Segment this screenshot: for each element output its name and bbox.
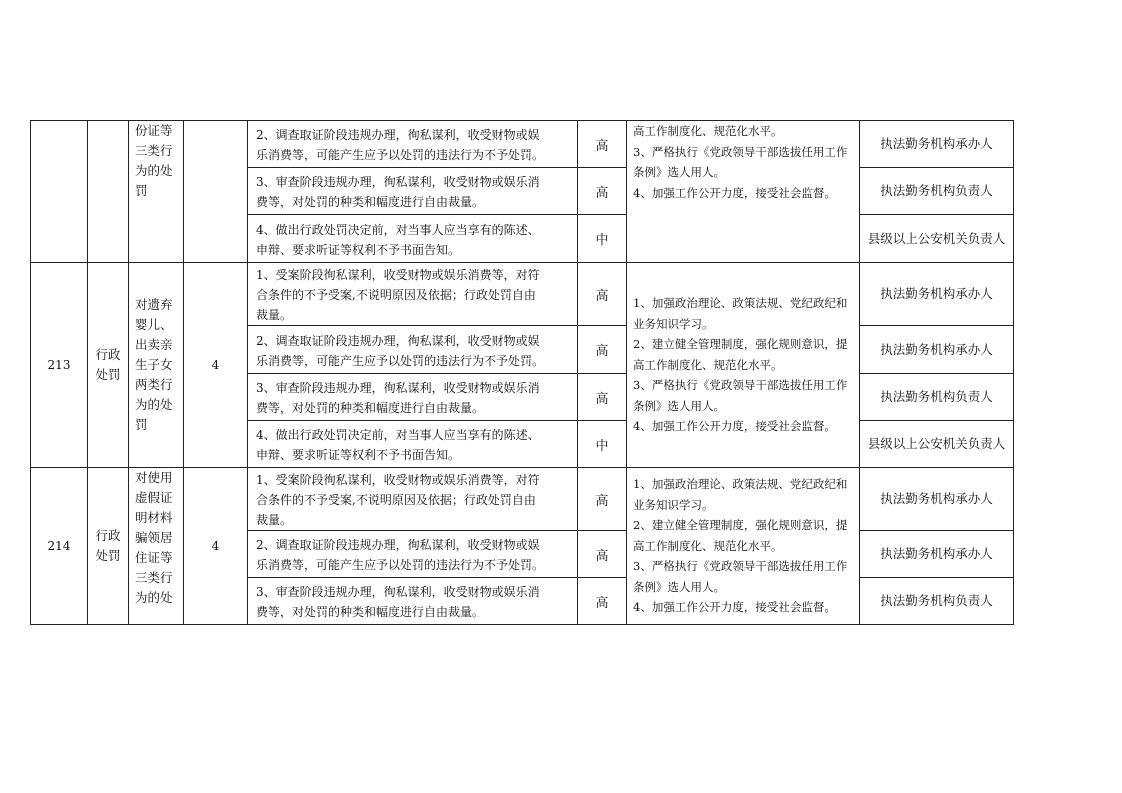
risk-level: 高 — [578, 531, 627, 578]
measures-cell: 高工作制度化、规范化水平。 3、严格执行《党政领导干部选拔任用工作 条例》选人用人。 4、加强工作公开力度，接受社会监督。 — [627, 121, 860, 263]
responsible-cell: 执法勤务机构负责人 — [860, 578, 1014, 625]
row-number: 213 — [31, 263, 88, 468]
risk-level: 高 — [578, 578, 627, 625]
measures-cell: 1、加强政治理论、政策法规、党纪政纪和 业务知识学习。 2、建立健全管理制度，强化规则意识，提 高工作制度化、规范化水平。 3、严格执行《党政领导干部选拔任用工作 条例》选人用人。 4、加强工作公开力度，接受社会监督。 — [627, 468, 860, 625]
table-row — [31, 468, 1014, 531]
risk-level: 高 — [578, 374, 627, 421]
item-cell: 份证等 三类行 为的处 罚 — [129, 121, 184, 263]
table-row — [31, 121, 1014, 168]
count-cell: 4 — [184, 263, 248, 468]
item-cell: 对使用 虚假证 明材料 骗领居 住证等 三类行 为的处 — [129, 468, 184, 625]
risk-cell: 1、受案阶段徇私谋利，收受财物或娱乐消费等，对符 合条件的不予受案,不说明原因及依据；行政处罚自由 裁量。 — [248, 468, 578, 531]
responsible-cell: 县级以上公安机关负责人 — [860, 215, 1014, 263]
responsible-cell: 执法勤务机构承办人 — [860, 121, 1014, 168]
risk-cell: 2、调查取证阶段违规办理，徇私谋利，收受财物或娱 乐消费等，可能产生应予以处罚的违法行为不予处罚。 — [248, 531, 578, 578]
responsible-cell: 执法勤务机构负责人 — [860, 374, 1014, 421]
risk-cell: 3、审查阶段违规办理，徇私谋利，收受财物或娱乐消 费等，对处罚的种类和幅度进行自由裁量。 — [248, 374, 578, 421]
count-cell: 4 — [184, 468, 248, 625]
category-cell: 行政处罚 — [88, 263, 129, 468]
risk-cell: 2、调查取证阶段违规办理，徇私谋利，收受财物或娱 乐消费等，可能产生应予以处罚的违法行为不予处罚。 — [248, 121, 578, 168]
table-row — [31, 263, 1014, 326]
risk-level: 中 — [578, 421, 627, 468]
risk-cell: 4、做出行政处罚决定前，对当事人应当享有的陈述、 申辩、要求听证等权利不予书面告知。 — [248, 215, 578, 263]
row-number: 214 — [31, 468, 88, 625]
risk-level: 高 — [578, 168, 627, 215]
risk-table — [30, 120, 1014, 625]
risk-cell: 3、审查阶段违规办理，徇私谋利，收受财物或娱乐消 费等，对处罚的种类和幅度进行自由裁量。 — [248, 578, 578, 625]
risk-level: 中 — [578, 215, 627, 263]
responsible-cell: 执法勤务机构承办人 — [860, 531, 1014, 578]
risk-cell: 2、调查取证阶段违规办理，徇私谋利，收受财物或娱 乐消费等，可能产生应予以处罚的违法行为不予处罚。 — [248, 326, 578, 374]
risk-cell: 3、审查阶段违规办理，徇私谋利，收受财物或娱乐消 费等，对处罚的种类和幅度进行自由裁量。 — [248, 168, 578, 215]
count-cell — [184, 121, 248, 263]
risk-level: 高 — [578, 121, 627, 168]
responsible-cell: 执法勤务机构承办人 — [860, 263, 1014, 326]
measures-cell: 1、加强政治理论、政策法规、党纪政纪和 业务知识学习。 2、建立健全管理制度，强化规则意识，提 高工作制度化、规范化水平。 3、严格执行《党政领导干部选拔任用工作 条例》选人用人。 4、加强工作公开力度，接受社会监督。 — [627, 263, 860, 468]
category-cell — [88, 121, 129, 263]
risk-cell: 4、做出行政处罚决定前，对当事人应当享有的陈述、 申辩、要求听证等权利不予书面告知。 — [248, 421, 578, 468]
responsible-cell: 执法勤务机构承办人 — [860, 468, 1014, 531]
responsible-cell: 执法勤务机构承办人 — [860, 326, 1014, 374]
risk-cell: 1、受案阶段徇私谋利，收受财物或娱乐消费等，对符 合条件的不予受案,不说明原因及依据；行政处罚自由 裁量。 — [248, 263, 578, 326]
risk-level: 高 — [578, 468, 627, 531]
item-cell: 对遗弃 婴儿、 出卖亲 生子女 两类行 为的处 罚 — [129, 263, 184, 468]
number-cell — [31, 121, 88, 263]
responsible-cell: 执法勤务机构负责人 — [860, 168, 1014, 215]
category-cell: 行政处罚 — [88, 468, 129, 625]
risk-level: 高 — [578, 326, 627, 374]
responsible-cell: 县级以上公安机关负责人 — [860, 421, 1014, 468]
risk-level: 高 — [578, 263, 627, 326]
